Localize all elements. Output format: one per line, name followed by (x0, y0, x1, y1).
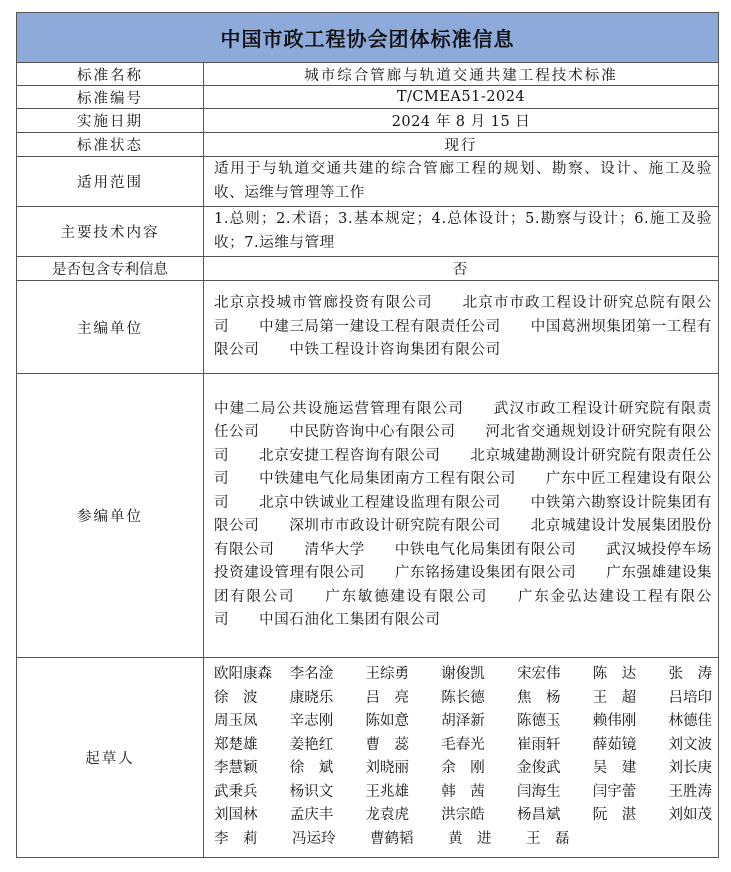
drafters-row (214, 734, 712, 758)
label-drafters: 起草人 (17, 657, 204, 857)
drafter-name: 王综勇 (365, 666, 409, 683)
label-standard-name: 标准名称 (17, 63, 204, 86)
drafter-name: 吴 建 (592, 760, 637, 777)
drafters-row (214, 828, 712, 852)
drafter-name: 张 涛 (668, 666, 712, 683)
chief-unit-item: 中建三局第一建设工程有限责任公司 (259, 318, 501, 335)
participating-unit-item: 中国石油化工集团有限公司 (259, 612, 441, 629)
drafter-name: 郑楚雄 (214, 736, 258, 753)
participating-unit-item: 武汉城投停车场投资建设管理有限公司 (214, 541, 713, 582)
drafter-name: 冯运玲 (292, 830, 336, 847)
drafter-name: 黄 进 (448, 830, 492, 847)
participating-unit-item: 北京安捷工程咨询有限公司 (259, 447, 441, 464)
drafter-name: 金俊武 (517, 760, 561, 777)
chief-units-list (204, 281, 719, 374)
drafters-row (214, 687, 712, 711)
drafters-row (214, 663, 712, 687)
drafter-name: 周玉凤 (214, 713, 258, 730)
drafter-name: 辛志刚 (289, 713, 334, 730)
drafter-name: 杨识文 (289, 783, 334, 800)
drafters-row (214, 710, 712, 734)
participating-units-list (204, 374, 719, 657)
drafter-name: 曹 蕊 (365, 736, 409, 753)
participating-unit-item: 北京中铁诚业工程建设监理有限公司 (259, 494, 501, 511)
chief-unit-item: 北京市市政工程设计研究总院有限公司 (214, 295, 712, 335)
drafter-name: 崔雨轩 (517, 736, 561, 753)
label-standard-number: 标准编号 (17, 86, 204, 109)
drafter-name: 姜艳红 (289, 736, 334, 753)
drafter-name: 刘如茂 (668, 807, 712, 824)
drafter-name: 徐 波 (214, 689, 258, 706)
drafter-name: 韩 茜 (441, 783, 485, 800)
drafter-name: 焦 杨 (517, 689, 561, 706)
label-chief-units: 主编单位 (17, 281, 204, 374)
participating-unit-item: 广东强雄建设集团有限公司 (214, 565, 713, 605)
drafter-name: 徐 斌 (289, 760, 334, 777)
drafter-name: 李名淦 (289, 666, 334, 683)
label-participating-units: 参编单位 (17, 374, 204, 657)
drafters-list (204, 657, 719, 857)
participating-unit-item: 广东铭扬建设集团有限公司 (395, 565, 577, 582)
label-patent-info: 是否包含专利信息 (17, 257, 204, 281)
participating-unit-item: 中铁建电气化局集团南方工程有限公司 (259, 471, 516, 488)
drafter-name: 吕 亮 (365, 689, 409, 706)
standard-info-table (16, 12, 719, 858)
chief-unit-item: 北京京投城市管廊投资有限公司 (214, 295, 433, 312)
drafter-name: 宋宏伟 (517, 666, 561, 683)
drafter-name: 王 磊 (526, 830, 570, 847)
drafter-name: 洪宗皓 (441, 807, 485, 824)
drafter-name: 陈如意 (365, 713, 409, 730)
drafter-name: 王 超 (592, 689, 637, 706)
drafter-name: 李 莉 (214, 830, 258, 847)
participating-unit-item: 清华大学 (304, 541, 365, 558)
drafters-row (214, 757, 712, 781)
chief-unit-item: 中铁工程设计咨询集团有限公司 (289, 342, 501, 359)
drafter-name: 康晓乐 (289, 689, 334, 706)
drafter-name: 孟庆丰 (289, 807, 334, 824)
drafter-name: 刘国林 (214, 807, 258, 824)
drafter-name: 曹鹤韬 (370, 830, 414, 847)
participating-unit-item: 深圳市市政设计研究院有限公司 (289, 518, 501, 535)
participating-unit-item: 中铁电气化局集团有限公司 (394, 541, 577, 558)
drafter-name: 闫海生 (517, 783, 561, 800)
participating-unit-item: 广东敏德建设有限公司 (325, 588, 488, 605)
drafter-name: 龙袁虎 (365, 807, 409, 824)
participating-unit-item: 北京城建勘测设计研究院有限责任公司 (214, 447, 712, 488)
value-scope: 适用于与轨道交通共建的综合管廊工程的规划、勘察、设计、施工及验收、运维与管理等工作 (204, 157, 719, 207)
drafter-name: 王兆雄 (365, 783, 409, 800)
drafter-name: 林德佳 (668, 713, 712, 730)
value-standard-number: T/CMEA51-2024 (204, 86, 719, 109)
chief-unit-item: 中国葛洲坝集团第一工程有限公司 (214, 318, 712, 359)
value-effective-date: 2024 年 8 月 15 日 (204, 109, 719, 133)
drafter-name: 赖伟刚 (592, 713, 637, 730)
participating-unit-item: 中民防咨询中心有限公司 (289, 424, 456, 441)
label-technical-content: 主要技术内容 (17, 207, 204, 257)
participating-unit-item: 广东金弘达建设工程有限公司 (214, 588, 713, 629)
drafter-name: 谢俊凯 (441, 666, 485, 683)
drafter-name: 刘长庚 (668, 760, 712, 777)
label-effective-date: 实施日期 (17, 109, 204, 133)
participating-unit-item: 北京城建设计发展集团股份有限公司 (214, 518, 712, 558)
participating-unit-item: 中建二局公共设施运营管理有限公司 (214, 400, 464, 417)
drafter-name: 毛春光 (441, 736, 485, 753)
participating-unit-item: 广东中匠工程建设有限公司 (214, 471, 712, 511)
drafter-name: 阮 湛 (592, 807, 637, 824)
drafter-name: 胡泽新 (441, 713, 485, 730)
drafters-row (214, 804, 712, 828)
drafter-name: 余 刚 (441, 760, 485, 777)
table-title: 中国市政工程协会团体标准信息 (17, 13, 719, 63)
drafter-name: 闫宇蕾 (592, 783, 637, 800)
drafter-name: 李慧颖 (214, 760, 258, 777)
drafter-name: 陈 达 (592, 666, 637, 683)
drafter-name: 武秉兵 (214, 783, 258, 800)
drafter-name: 陈德玉 (517, 713, 561, 730)
participating-unit-item: 河北省交通规划设计研究院有限公司 (214, 424, 712, 464)
value-standard-name: 城市综合管廊与轨道交通共建工程技术标准 (204, 63, 719, 86)
drafters-row (214, 781, 712, 805)
drafter-name: 陈长德 (441, 689, 485, 706)
drafter-name: 刘晓丽 (365, 760, 409, 777)
drafter-name: 吕培印 (668, 689, 712, 706)
participating-unit-item: 武汉市政工程设计研究院有限责任公司 (214, 400, 712, 441)
value-technical-content: 1.总则；2.术语；3.基本规定；4.总体设计；5.勘察与设计；6.施工及验收；7.运维与管理 (204, 207, 719, 257)
label-standard-status: 标准状态 (17, 133, 204, 157)
drafter-name: 薛茹镜 (592, 736, 637, 753)
drafter-name: 刘文波 (668, 736, 712, 753)
label-scope: 适用范围 (17, 157, 204, 207)
drafter-name: 杨昌斌 (517, 807, 561, 824)
drafter-name: 王胜涛 (668, 783, 712, 800)
participating-unit-item: 中铁第六勘察设计院集团有限公司 (214, 494, 712, 535)
value-standard-status: 现行 (204, 133, 719, 157)
value-patent-info: 否 (204, 257, 719, 281)
drafter-name: 欧阳康森 (214, 666, 272, 683)
